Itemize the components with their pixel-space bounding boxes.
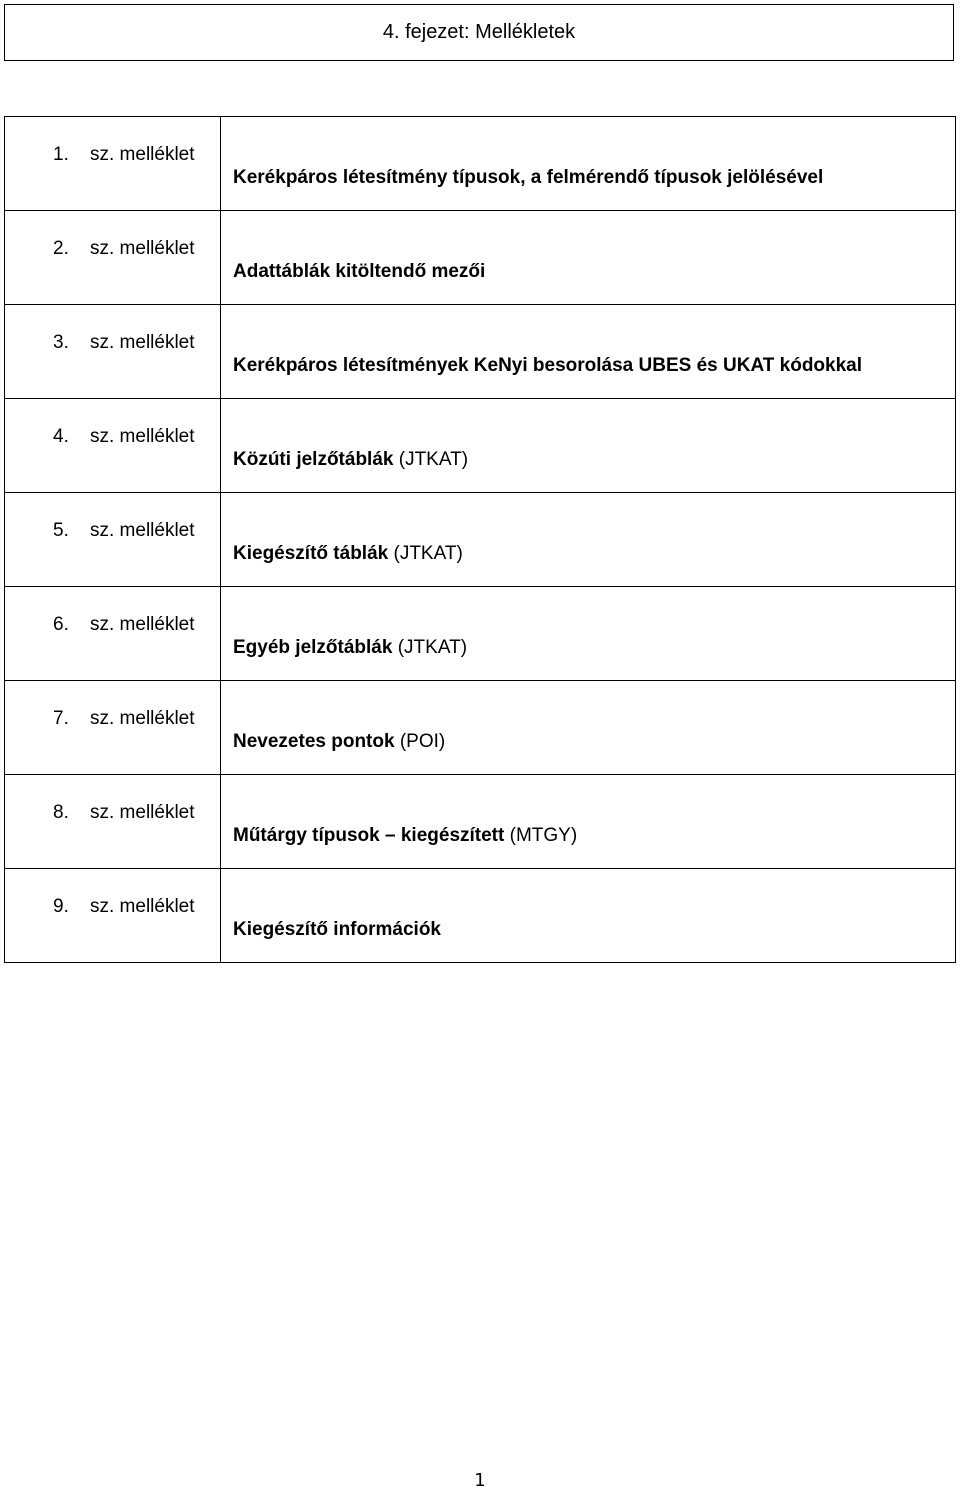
annex-number: 6. [53,614,69,635]
annex-table [4,116,956,963]
annex-label: sz. melléklet [90,426,195,447]
annex-number-cell [5,117,221,211]
annex-number: 5. [53,520,69,541]
annex-title: Nevezetes pontok [233,731,395,752]
chapter-title-box [4,4,954,61]
annex-number-cell [5,869,221,963]
annex-number: 3. [53,332,69,353]
annex-number-cell [5,399,221,493]
annex-title-cell [221,305,956,399]
annex-title-cell [221,869,956,963]
annex-label: sz. melléklet [90,802,195,823]
annex-title-cell [221,493,956,587]
table-row [5,869,956,963]
page-number: 1 [474,1470,486,1491]
annex-title-cell [221,587,956,681]
annex-number: 1. [53,144,69,165]
table-row [5,211,956,305]
chapter-title: 4. fejezet: Mellékletek [382,21,576,43]
annex-title: Közúti jelzőtáblák [233,449,394,470]
annex-title-suffix: (MTGY) [504,825,578,846]
annex-number-cell [5,587,221,681]
annex-title: Kerékpáros létesítmény típusok, a felmérendő típusok jelölésével [233,167,824,188]
annex-number: 4. [53,426,69,447]
table-row [5,305,956,399]
annex-number: 9. [53,896,69,917]
annex-number-cell [5,775,221,869]
annex-title: Műtárgy típusok – kiegészített [233,825,505,846]
annex-title: Adattáblák kitöltendő mezői [233,261,486,282]
annex-label: sz. melléklet [90,332,195,353]
annex-number-cell [5,211,221,305]
annex-title: Kiegészítő táblák [233,543,389,564]
annex-number: 2. [53,238,69,259]
table-row [5,587,956,681]
annex-number-cell [5,681,221,775]
annex-title-suffix: (POI) [394,731,446,752]
annex-label: sz. melléklet [90,896,195,917]
annex-title-cell [221,211,956,305]
annex-label: sz. melléklet [90,520,195,541]
annex-label: sz. melléklet [90,144,195,165]
annex-number: 8. [53,802,69,823]
annex-title-suffix: (JTKAT) [392,637,468,658]
annex-title: Kerékpáros létesítmények KeNyi besorolása UBES és UKAT kódokkal [233,355,863,376]
annex-title-cell [221,399,956,493]
annex-number-cell [5,305,221,399]
annex-label: sz. melléklet [90,238,195,259]
annex-label: sz. melléklet [90,614,195,635]
table-row [5,775,956,869]
annex-title: Kiegészítő információk [233,919,441,940]
annex-title-cell [221,775,956,869]
annex-label: sz. melléklet [90,708,195,729]
annex-title-cell [221,681,956,775]
table-row [5,493,956,587]
annex-title: Egyéb jelzőtáblák [233,637,393,658]
table-row [5,399,956,493]
annex-number: 7. [53,708,69,729]
table-row [5,117,956,211]
annex-title-suffix: (JTKAT) [388,543,463,564]
annex-title-cell [221,117,956,211]
table-row [5,681,956,775]
annex-title-suffix: (JTKAT) [393,449,469,470]
annex-number-cell [5,493,221,587]
